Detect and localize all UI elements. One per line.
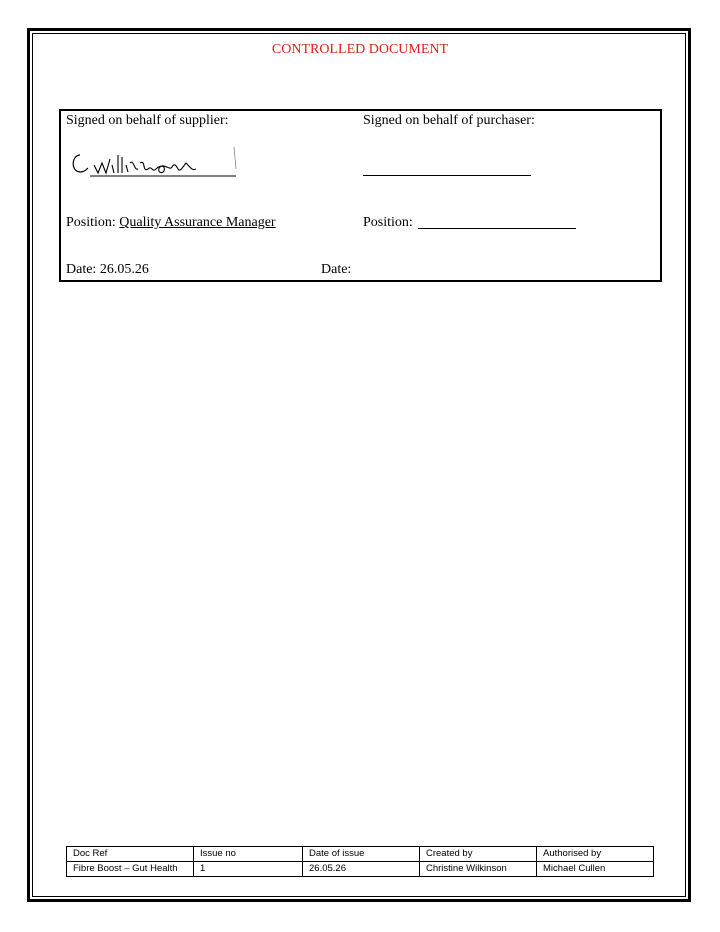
cell-created-by: Christine Wilkinson <box>420 862 537 877</box>
document-control-table <box>66 846 654 877</box>
header-date-of-issue: Date of issue <box>303 847 420 862</box>
purchaser-signature-line <box>363 175 531 176</box>
controlled-document-label: CONTROLLED DOCUMENT <box>271 42 449 57</box>
supplier-date: Date: 26.05.26 <box>66 262 149 277</box>
purchaser-signed-label: Signed on behalf of purchaser: <box>363 113 535 128</box>
cell-doc-ref: Fibre Boost – Gut Health <box>67 862 194 877</box>
supplier-position-label: Position: <box>66 215 116 230</box>
cell-date-of-issue: 26.05.26 <box>303 862 420 877</box>
purchaser-date: Date: <box>321 262 352 277</box>
table-header-row <box>67 847 654 862</box>
supplier-signature-image <box>68 145 238 181</box>
cell-authorised-by: Michael Cullen <box>537 862 654 877</box>
supplier-position-value: Quality Assurance Manager <box>119 215 276 230</box>
signature-box <box>59 109 662 282</box>
cell-issue-no: 1 <box>194 862 303 877</box>
purchaser-position-line <box>418 228 576 229</box>
table-row <box>67 862 654 877</box>
supplier-signed-label: Signed on behalf of supplier: <box>66 113 229 128</box>
header-authorised-by: Authorised by <box>537 847 654 862</box>
header-created-by: Created by <box>420 847 537 862</box>
supplier-position <box>66 215 276 231</box>
purchaser-position-label: Position: <box>363 215 413 230</box>
header-doc-ref: Doc Ref <box>67 847 194 862</box>
header-issue-no: Issue no <box>194 847 303 862</box>
